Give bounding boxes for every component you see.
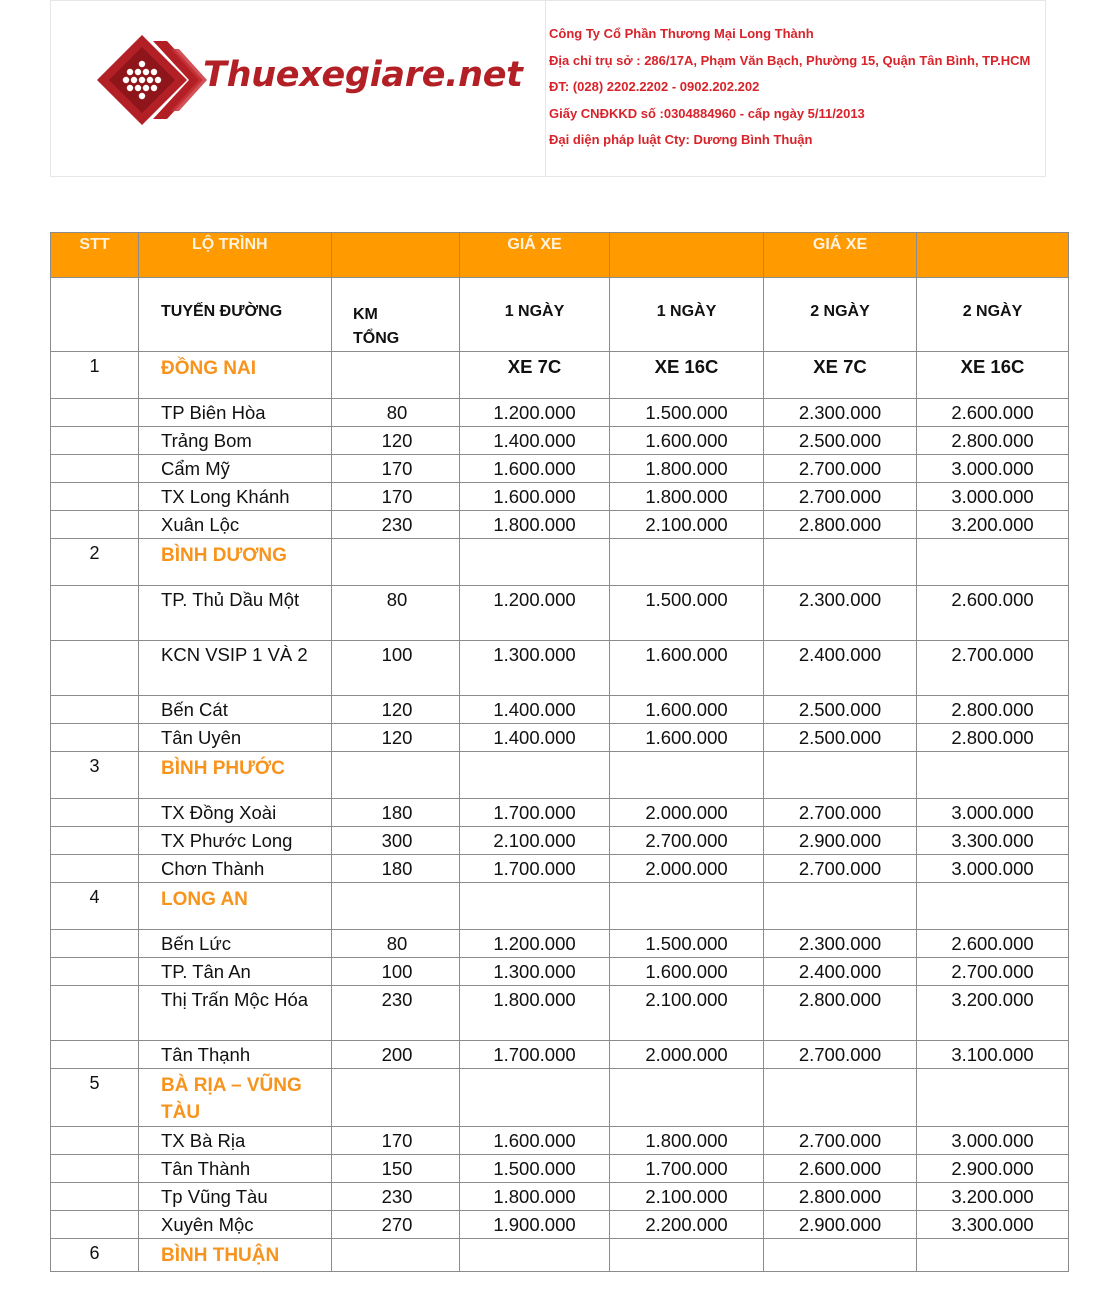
- subheader-duration-4: 2 NGÀY: [917, 278, 1069, 352]
- route-km: 230: [332, 986, 460, 1041]
- route-price: 1.500.000: [610, 586, 764, 641]
- route-price: 1.200.000: [460, 586, 610, 641]
- region-empty-cell: [764, 539, 917, 586]
- table-row: [51, 1183, 1069, 1211]
- table-row: [51, 1155, 1069, 1183]
- route-price: 2.600.000: [917, 399, 1069, 427]
- route-price: 2.900.000: [917, 1155, 1069, 1183]
- region-stt: 5: [51, 1069, 139, 1127]
- route-stt-empty: [51, 930, 139, 958]
- route-price: 1.600.000: [610, 696, 764, 724]
- region-name: LONG AN: [139, 883, 332, 930]
- route-km: 200: [332, 1041, 460, 1069]
- region-stt: 1: [51, 352, 139, 399]
- route-price: 2.600.000: [917, 586, 1069, 641]
- route-stt-empty: [51, 1155, 139, 1183]
- region-empty-cell: [917, 883, 1069, 930]
- region-km-empty: [332, 883, 460, 930]
- route-stt-empty: [51, 455, 139, 483]
- route-stt-empty: [51, 641, 139, 696]
- route-name: TP. Tân An: [139, 958, 332, 986]
- table-row: [51, 1211, 1069, 1239]
- header-gia-xe-2: GIÁ XE: [764, 233, 917, 278]
- route-price: 1.800.000: [460, 986, 610, 1041]
- company-license: Giấy CNĐKKD số :0304884960 - cấp ngày 5/11/2013: [549, 105, 865, 121]
- route-price: 1.600.000: [460, 1127, 610, 1155]
- header-lo-trinh: LỘ TRÌNH: [139, 233, 332, 278]
- region-empty-cell: [764, 1239, 917, 1272]
- route-name: Tân Thành: [139, 1155, 332, 1183]
- route-price: 1.200.000: [460, 930, 610, 958]
- vehicle-label: XE 7C: [460, 352, 610, 399]
- route-price: 1.700.000: [610, 1155, 764, 1183]
- route-price: 1.400.000: [460, 696, 610, 724]
- subheader-duration-1: 1 NGÀY: [460, 278, 610, 352]
- region-row: [51, 1069, 1069, 1127]
- region-empty-cell: [764, 752, 917, 799]
- table-row: [51, 930, 1069, 958]
- route-price: 2.100.000: [610, 1183, 764, 1211]
- route-name: TX Long Khánh: [139, 483, 332, 511]
- route-price: 3.300.000: [917, 1211, 1069, 1239]
- region-row: [51, 752, 1069, 799]
- subheader-duration-2: 1 NGÀY: [610, 278, 764, 352]
- route-price: 2.800.000: [764, 1183, 917, 1211]
- route-price: 2.700.000: [764, 1127, 917, 1155]
- vehicle-label: XE 7C: [764, 352, 917, 399]
- region-km-empty: [332, 1069, 460, 1127]
- route-price: 1.500.000: [610, 930, 764, 958]
- table-row: [51, 427, 1069, 455]
- route-stt-empty: [51, 827, 139, 855]
- route-price: 3.000.000: [917, 1127, 1069, 1155]
- route-price: 2.200.000: [610, 1211, 764, 1239]
- route-price: 3.200.000: [917, 1183, 1069, 1211]
- route-price: 1.300.000: [460, 958, 610, 986]
- route-km: 170: [332, 1127, 460, 1155]
- route-price: 1.700.000: [460, 855, 610, 883]
- region-stt: 3: [51, 752, 139, 799]
- route-km: 230: [332, 511, 460, 539]
- region-empty-cell: [917, 752, 1069, 799]
- route-stt-empty: [51, 958, 139, 986]
- region-empty-cell: [610, 539, 764, 586]
- route-price: 2.600.000: [917, 930, 1069, 958]
- route-price: 3.000.000: [917, 799, 1069, 827]
- region-km-empty: [332, 1239, 460, 1272]
- route-price: 1.500.000: [610, 399, 764, 427]
- km-label: KM TỔNG: [353, 306, 400, 347]
- table-row: [51, 827, 1069, 855]
- route-price: 1.400.000: [460, 427, 610, 455]
- route-km: 170: [332, 455, 460, 483]
- route-price: 2.400.000: [764, 958, 917, 986]
- route-price: 2.000.000: [610, 1041, 764, 1069]
- region-row: [51, 1239, 1069, 1272]
- subheader-empty: [51, 278, 139, 352]
- route-price: 2.700.000: [917, 958, 1069, 986]
- route-price: 2.700.000: [764, 455, 917, 483]
- route-name: Tân Uyên: [139, 724, 332, 752]
- route-price: 1.800.000: [460, 511, 610, 539]
- table-row: [51, 455, 1069, 483]
- region-stt: 4: [51, 883, 139, 930]
- region-empty-cell: [764, 883, 917, 930]
- route-km: 120: [332, 696, 460, 724]
- region-empty-cell: [460, 752, 610, 799]
- vehicle-label: XE 16C: [917, 352, 1069, 399]
- route-price: 2.700.000: [764, 1041, 917, 1069]
- route-price: 2.300.000: [764, 586, 917, 641]
- region-empty-cell: [917, 1239, 1069, 1272]
- route-price: 2.900.000: [764, 827, 917, 855]
- route-price: 3.000.000: [917, 855, 1069, 883]
- region-km-empty: [332, 352, 460, 399]
- region-name: BÌNH PHƯỚC: [139, 752, 332, 799]
- route-price: 2.800.000: [917, 696, 1069, 724]
- header-empty: [917, 233, 1069, 278]
- route-km: 300: [332, 827, 460, 855]
- region-empty-cell: [460, 1069, 610, 1127]
- header-divider: [545, 1, 546, 176]
- table-row: [51, 1041, 1069, 1069]
- route-price: 3.100.000: [917, 1041, 1069, 1069]
- route-name: Chơn Thành: [139, 855, 332, 883]
- route-price: 3.200.000: [917, 511, 1069, 539]
- route-name: TX Đồng Xoài: [139, 799, 332, 827]
- route-price: 2.700.000: [764, 855, 917, 883]
- region-empty-cell: [917, 539, 1069, 586]
- table-row: [51, 483, 1069, 511]
- table-row: [51, 724, 1069, 752]
- logo-diamond-icon: [97, 35, 207, 125]
- route-name: Xuyên Mộc: [139, 1211, 332, 1239]
- vehicle-label: XE 16C: [610, 352, 764, 399]
- route-price: 1.800.000: [610, 455, 764, 483]
- route-name: TX Bà Rịa: [139, 1127, 332, 1155]
- route-price: 1.500.000: [460, 1155, 610, 1183]
- table-row: [51, 511, 1069, 539]
- route-price: 1.600.000: [610, 427, 764, 455]
- route-name: Cẩm Mỹ: [139, 455, 332, 483]
- region-empty-cell: [764, 1069, 917, 1127]
- route-price: 2.400.000: [764, 641, 917, 696]
- company-header: [50, 0, 1046, 177]
- table-row: [51, 799, 1069, 827]
- route-stt-empty: [51, 511, 139, 539]
- company-representative: Đại diện pháp luật Cty: Dương Bình Thuận: [549, 132, 813, 147]
- table-row: [51, 855, 1069, 883]
- route-stt-empty: [51, 799, 139, 827]
- route-name: Tp Vũng Tàu: [139, 1183, 332, 1211]
- region-empty-cell: [460, 1239, 610, 1272]
- region-stt: 6: [51, 1239, 139, 1272]
- table-row: [51, 399, 1069, 427]
- route-price: 1.600.000: [610, 724, 764, 752]
- route-price: 2.100.000: [610, 986, 764, 1041]
- route-km: 80: [332, 399, 460, 427]
- route-price: 2.100.000: [610, 511, 764, 539]
- route-km: 80: [332, 930, 460, 958]
- region-row: [51, 539, 1069, 586]
- route-name: Trảng Bom: [139, 427, 332, 455]
- region-empty-cell: [460, 539, 610, 586]
- header-empty: [332, 233, 460, 278]
- company-logo[interactable]: [97, 35, 523, 125]
- route-name: TX Phước Long: [139, 827, 332, 855]
- route-name: Thị Trấn Mộc Hóa: [139, 986, 332, 1041]
- region-empty-cell: [460, 883, 610, 930]
- route-price: 2.600.000: [764, 1155, 917, 1183]
- route-stt-empty: [51, 855, 139, 883]
- route-price: 1.800.000: [610, 1127, 764, 1155]
- header-empty: [610, 233, 764, 278]
- route-price: 2.300.000: [764, 399, 917, 427]
- route-price: 1.300.000: [460, 641, 610, 696]
- company-name: Công Ty Cổ Phần Thương Mại Long Thành: [549, 26, 814, 41]
- subheader-km-tong: [332, 278, 460, 352]
- price-table: [50, 232, 1069, 1272]
- route-name: Bến Lức: [139, 930, 332, 958]
- route-price: 1.400.000: [460, 724, 610, 752]
- route-price: 2.100.000: [460, 827, 610, 855]
- route-price: 2.700.000: [917, 641, 1069, 696]
- route-price: 2.000.000: [610, 855, 764, 883]
- route-price: 1.600.000: [610, 641, 764, 696]
- route-name: KCN VSIP 1 VÀ 2: [139, 641, 332, 696]
- route-name: Tân Thạnh: [139, 1041, 332, 1069]
- route-km: 80: [332, 586, 460, 641]
- region-row: [51, 883, 1069, 930]
- route-km: 100: [332, 958, 460, 986]
- route-name: TP. Thủ Dầu Một: [139, 586, 332, 641]
- region-empty-cell: [917, 1069, 1069, 1127]
- table-row: [51, 958, 1069, 986]
- route-stt-empty: [51, 724, 139, 752]
- route-stt-empty: [51, 1041, 139, 1069]
- route-name: Bến Cát: [139, 696, 332, 724]
- route-price: 2.900.000: [764, 1211, 917, 1239]
- route-price: 2.000.000: [610, 799, 764, 827]
- table-header-row: [51, 233, 1069, 278]
- route-km: 100: [332, 641, 460, 696]
- company-address: Địa chỉ trụ sở : 286/17A, Phạm Văn Bạch, Phường 15, Quận Tân Bình, TP.HCM: [549, 52, 1031, 68]
- route-price: 2.700.000: [764, 483, 917, 511]
- route-price: 3.300.000: [917, 827, 1069, 855]
- route-km: 230: [332, 1183, 460, 1211]
- route-price: 2.500.000: [764, 427, 917, 455]
- region-empty-cell: [610, 752, 764, 799]
- table-subheader-row: [51, 278, 1069, 352]
- route-stt-empty: [51, 399, 139, 427]
- route-stt-empty: [51, 1211, 139, 1239]
- route-km: 150: [332, 1155, 460, 1183]
- route-stt-empty: [51, 986, 139, 1041]
- route-price: 1.700.000: [460, 799, 610, 827]
- region-empty-cell: [610, 1069, 764, 1127]
- subheader-duration-3: 2 NGÀY: [764, 278, 917, 352]
- company-info: [549, 21, 1049, 154]
- route-stt-empty: [51, 696, 139, 724]
- route-price: 2.500.000: [764, 724, 917, 752]
- route-price: 3.000.000: [917, 483, 1069, 511]
- route-km: 180: [332, 855, 460, 883]
- route-km: 120: [332, 724, 460, 752]
- route-price: 3.200.000: [917, 986, 1069, 1041]
- route-name: Xuân Lộc: [139, 511, 332, 539]
- region-row: [51, 352, 1069, 399]
- route-stt-empty: [51, 483, 139, 511]
- logo-wordmark: Thuexegiare.net: [203, 55, 523, 95]
- route-price: 1.200.000: [460, 399, 610, 427]
- table-row: [51, 696, 1069, 724]
- route-stt-empty: [51, 1183, 139, 1211]
- route-price: 1.800.000: [460, 1183, 610, 1211]
- route-km: 180: [332, 799, 460, 827]
- route-price: 2.700.000: [610, 827, 764, 855]
- route-price: 1.900.000: [460, 1211, 610, 1239]
- route-price: 1.600.000: [460, 483, 610, 511]
- header-gia-xe-1: GIÁ XE: [460, 233, 610, 278]
- route-km: 170: [332, 483, 460, 511]
- route-price: 1.600.000: [610, 958, 764, 986]
- route-price: 2.500.000: [764, 696, 917, 724]
- table-row: [51, 986, 1069, 1041]
- region-empty-cell: [610, 1239, 764, 1272]
- route-price: 1.800.000: [610, 483, 764, 511]
- route-stt-empty: [51, 1127, 139, 1155]
- route-price: 1.600.000: [460, 455, 610, 483]
- region-empty-cell: [610, 883, 764, 930]
- company-phone: ĐT: (028) 2202.2202 - 0902.202.202: [549, 79, 760, 94]
- table-row: [51, 1127, 1069, 1155]
- route-price: 3.000.000: [917, 455, 1069, 483]
- route-price: 2.800.000: [764, 511, 917, 539]
- region-km-empty: [332, 539, 460, 586]
- subheader-tuyen-duong: TUYẾN ĐƯỜNG: [139, 278, 332, 352]
- table-row: [51, 586, 1069, 641]
- region-name: BÀ RỊA – VŨNG TÀU: [139, 1069, 332, 1127]
- route-price: 2.800.000: [917, 724, 1069, 752]
- route-km: 270: [332, 1211, 460, 1239]
- region-km-empty: [332, 752, 460, 799]
- header-stt: STT: [51, 233, 139, 278]
- route-stt-empty: [51, 427, 139, 455]
- region-name: BÌNH THUẬN: [139, 1239, 332, 1272]
- route-price: 2.800.000: [917, 427, 1069, 455]
- route-name: TP Biên Hòa: [139, 399, 332, 427]
- route-price: 2.700.000: [764, 799, 917, 827]
- route-price: 1.700.000: [460, 1041, 610, 1069]
- route-price: 2.300.000: [764, 930, 917, 958]
- region-stt: 2: [51, 539, 139, 586]
- route-price: 2.800.000: [764, 986, 917, 1041]
- region-name: BÌNH DƯƠNG: [139, 539, 332, 586]
- route-stt-empty: [51, 586, 139, 641]
- region-name: ĐỒNG NAI: [139, 352, 332, 399]
- route-km: 120: [332, 427, 460, 455]
- table-row: [51, 641, 1069, 696]
